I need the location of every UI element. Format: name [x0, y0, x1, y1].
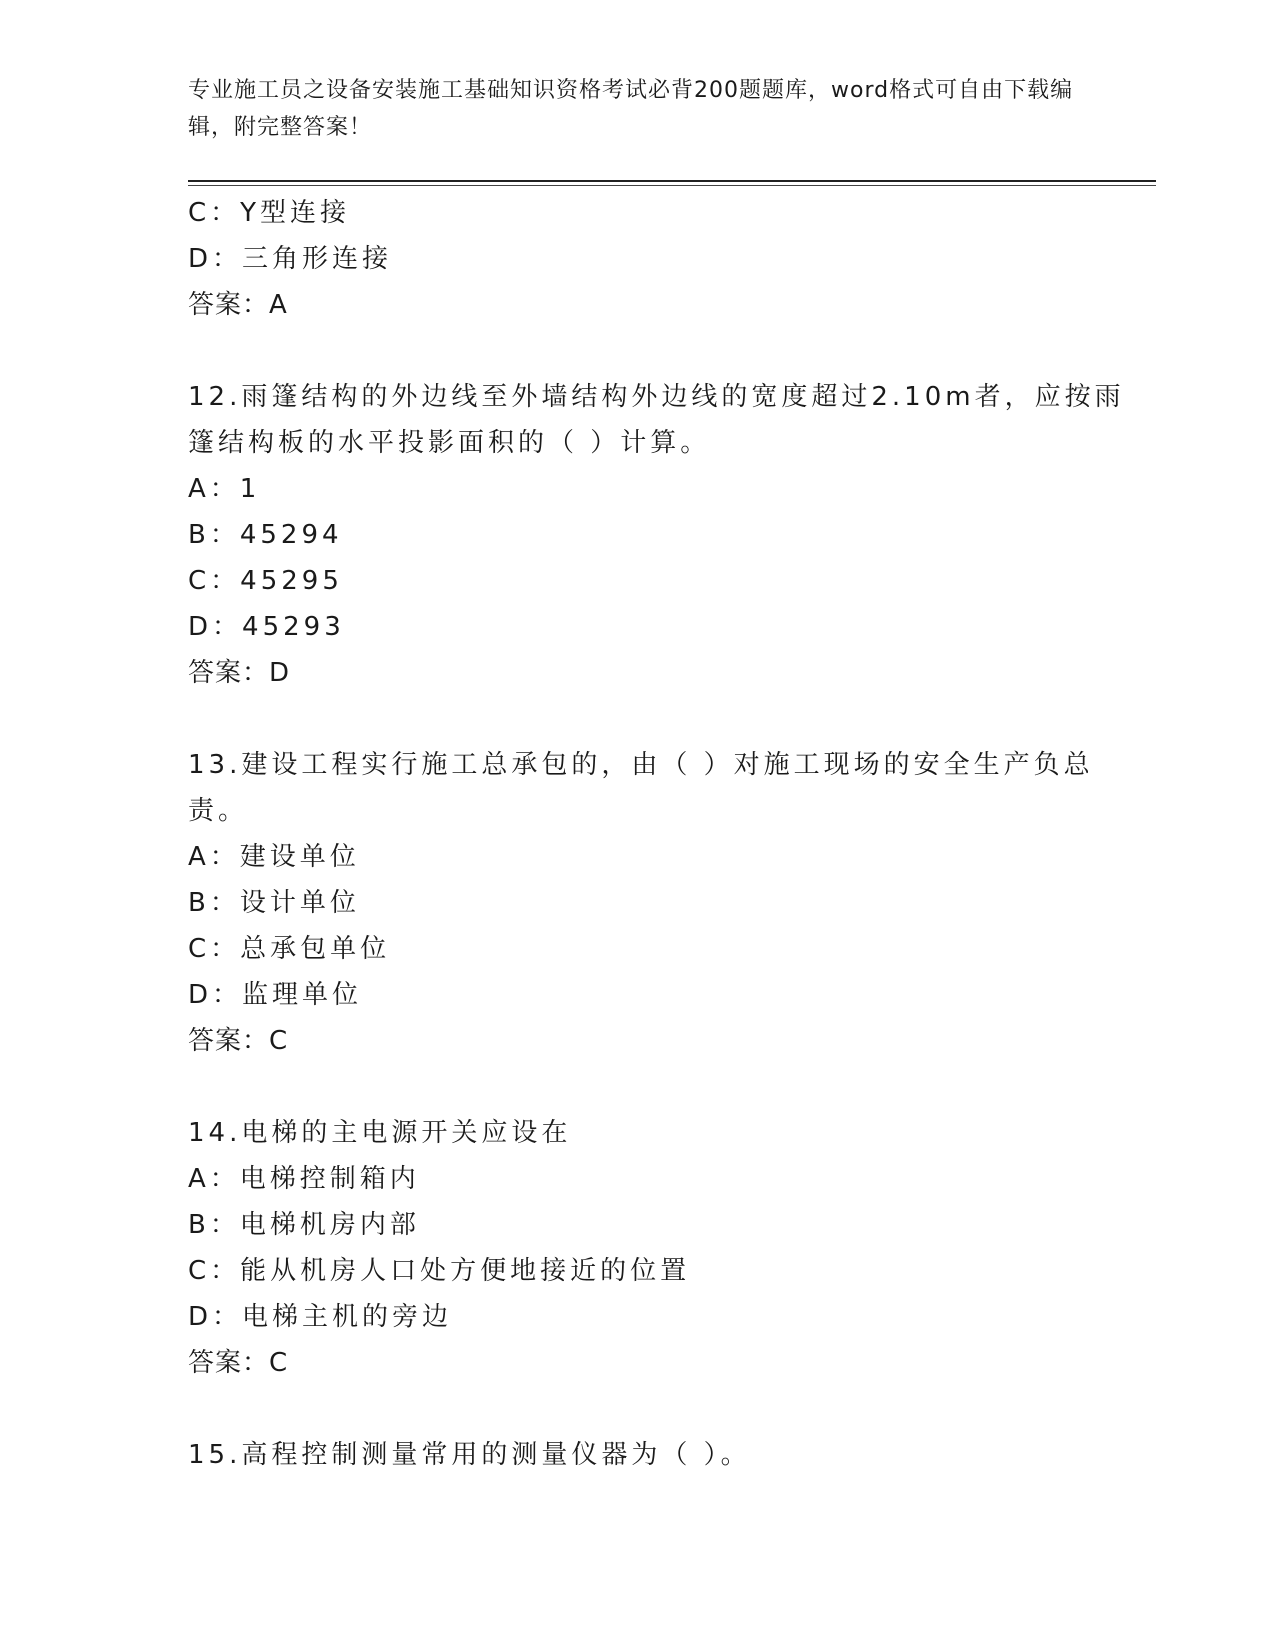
question-stem-line: 13.建设工程实行施工总承包的，由（ ）对施工现场的安全生产负总 — [188, 750, 1094, 780]
spacer — [188, 696, 1088, 742]
question-stem-line: 14.电梯的主电源开关应设在 — [188, 1118, 572, 1148]
option-c: C：总承包单位 — [188, 934, 391, 964]
question-block-13 — [188, 742, 1094, 1064]
answer-line: 答案：C — [188, 1348, 289, 1378]
option-b: B：设计单位 — [188, 888, 360, 918]
option-c: C：能从机房人口处方便地接近的位置 — [188, 1256, 691, 1286]
question-stem-line: 责。 — [188, 796, 249, 826]
question-block-14 — [188, 1110, 1088, 1386]
header-divider-thick — [188, 180, 1156, 182]
question-stem-line: 篷结构板的水平投影面积的（ ）计算。 — [188, 428, 711, 458]
option-d: D：45293 — [188, 612, 345, 642]
option-c: C：45295 — [188, 566, 343, 596]
question-list — [188, 190, 1125, 1478]
option-a: A：建设单位 — [188, 842, 360, 872]
spacer — [188, 1064, 1088, 1110]
question-block-12 — [188, 374, 1125, 696]
answer-line: 答案：D — [188, 658, 291, 688]
question-block-15 — [188, 1432, 1088, 1478]
document-title: 专业施工员之设备安装施工基础知识资格考试必背200题题库，word格式可自由下载编辑，附完整答案！ — [188, 78, 1074, 140]
answer-line: 答案：C — [188, 1026, 289, 1056]
question-stem-line: 15.高程控制测量常用的测量仪器为（ ）。 — [188, 1440, 751, 1470]
option-b: B：电梯机房内部 — [188, 1210, 420, 1240]
spacer — [188, 328, 1088, 374]
option-d: D：电梯主机的旁边 — [188, 1302, 453, 1332]
document-header — [188, 72, 1088, 146]
option-d: D：监理单位 — [188, 980, 363, 1010]
spacer — [188, 1386, 1088, 1432]
option-d: D：三角形连接 — [188, 244, 393, 274]
option-a: A：电梯控制箱内 — [188, 1164, 420, 1194]
header-divider-thin — [188, 185, 1156, 186]
option-a: A：1 — [188, 474, 261, 504]
question-stem-line: 12.雨篷结构的外边线至外墙结构外边线的宽度超过2.10m者，应按雨 — [188, 382, 1125, 412]
option-c: C：Y型连接 — [188, 198, 351, 228]
option-b: B：45294 — [188, 520, 343, 550]
question-block-11 — [188, 190, 1088, 328]
answer-line: 答案：A — [188, 290, 288, 320]
